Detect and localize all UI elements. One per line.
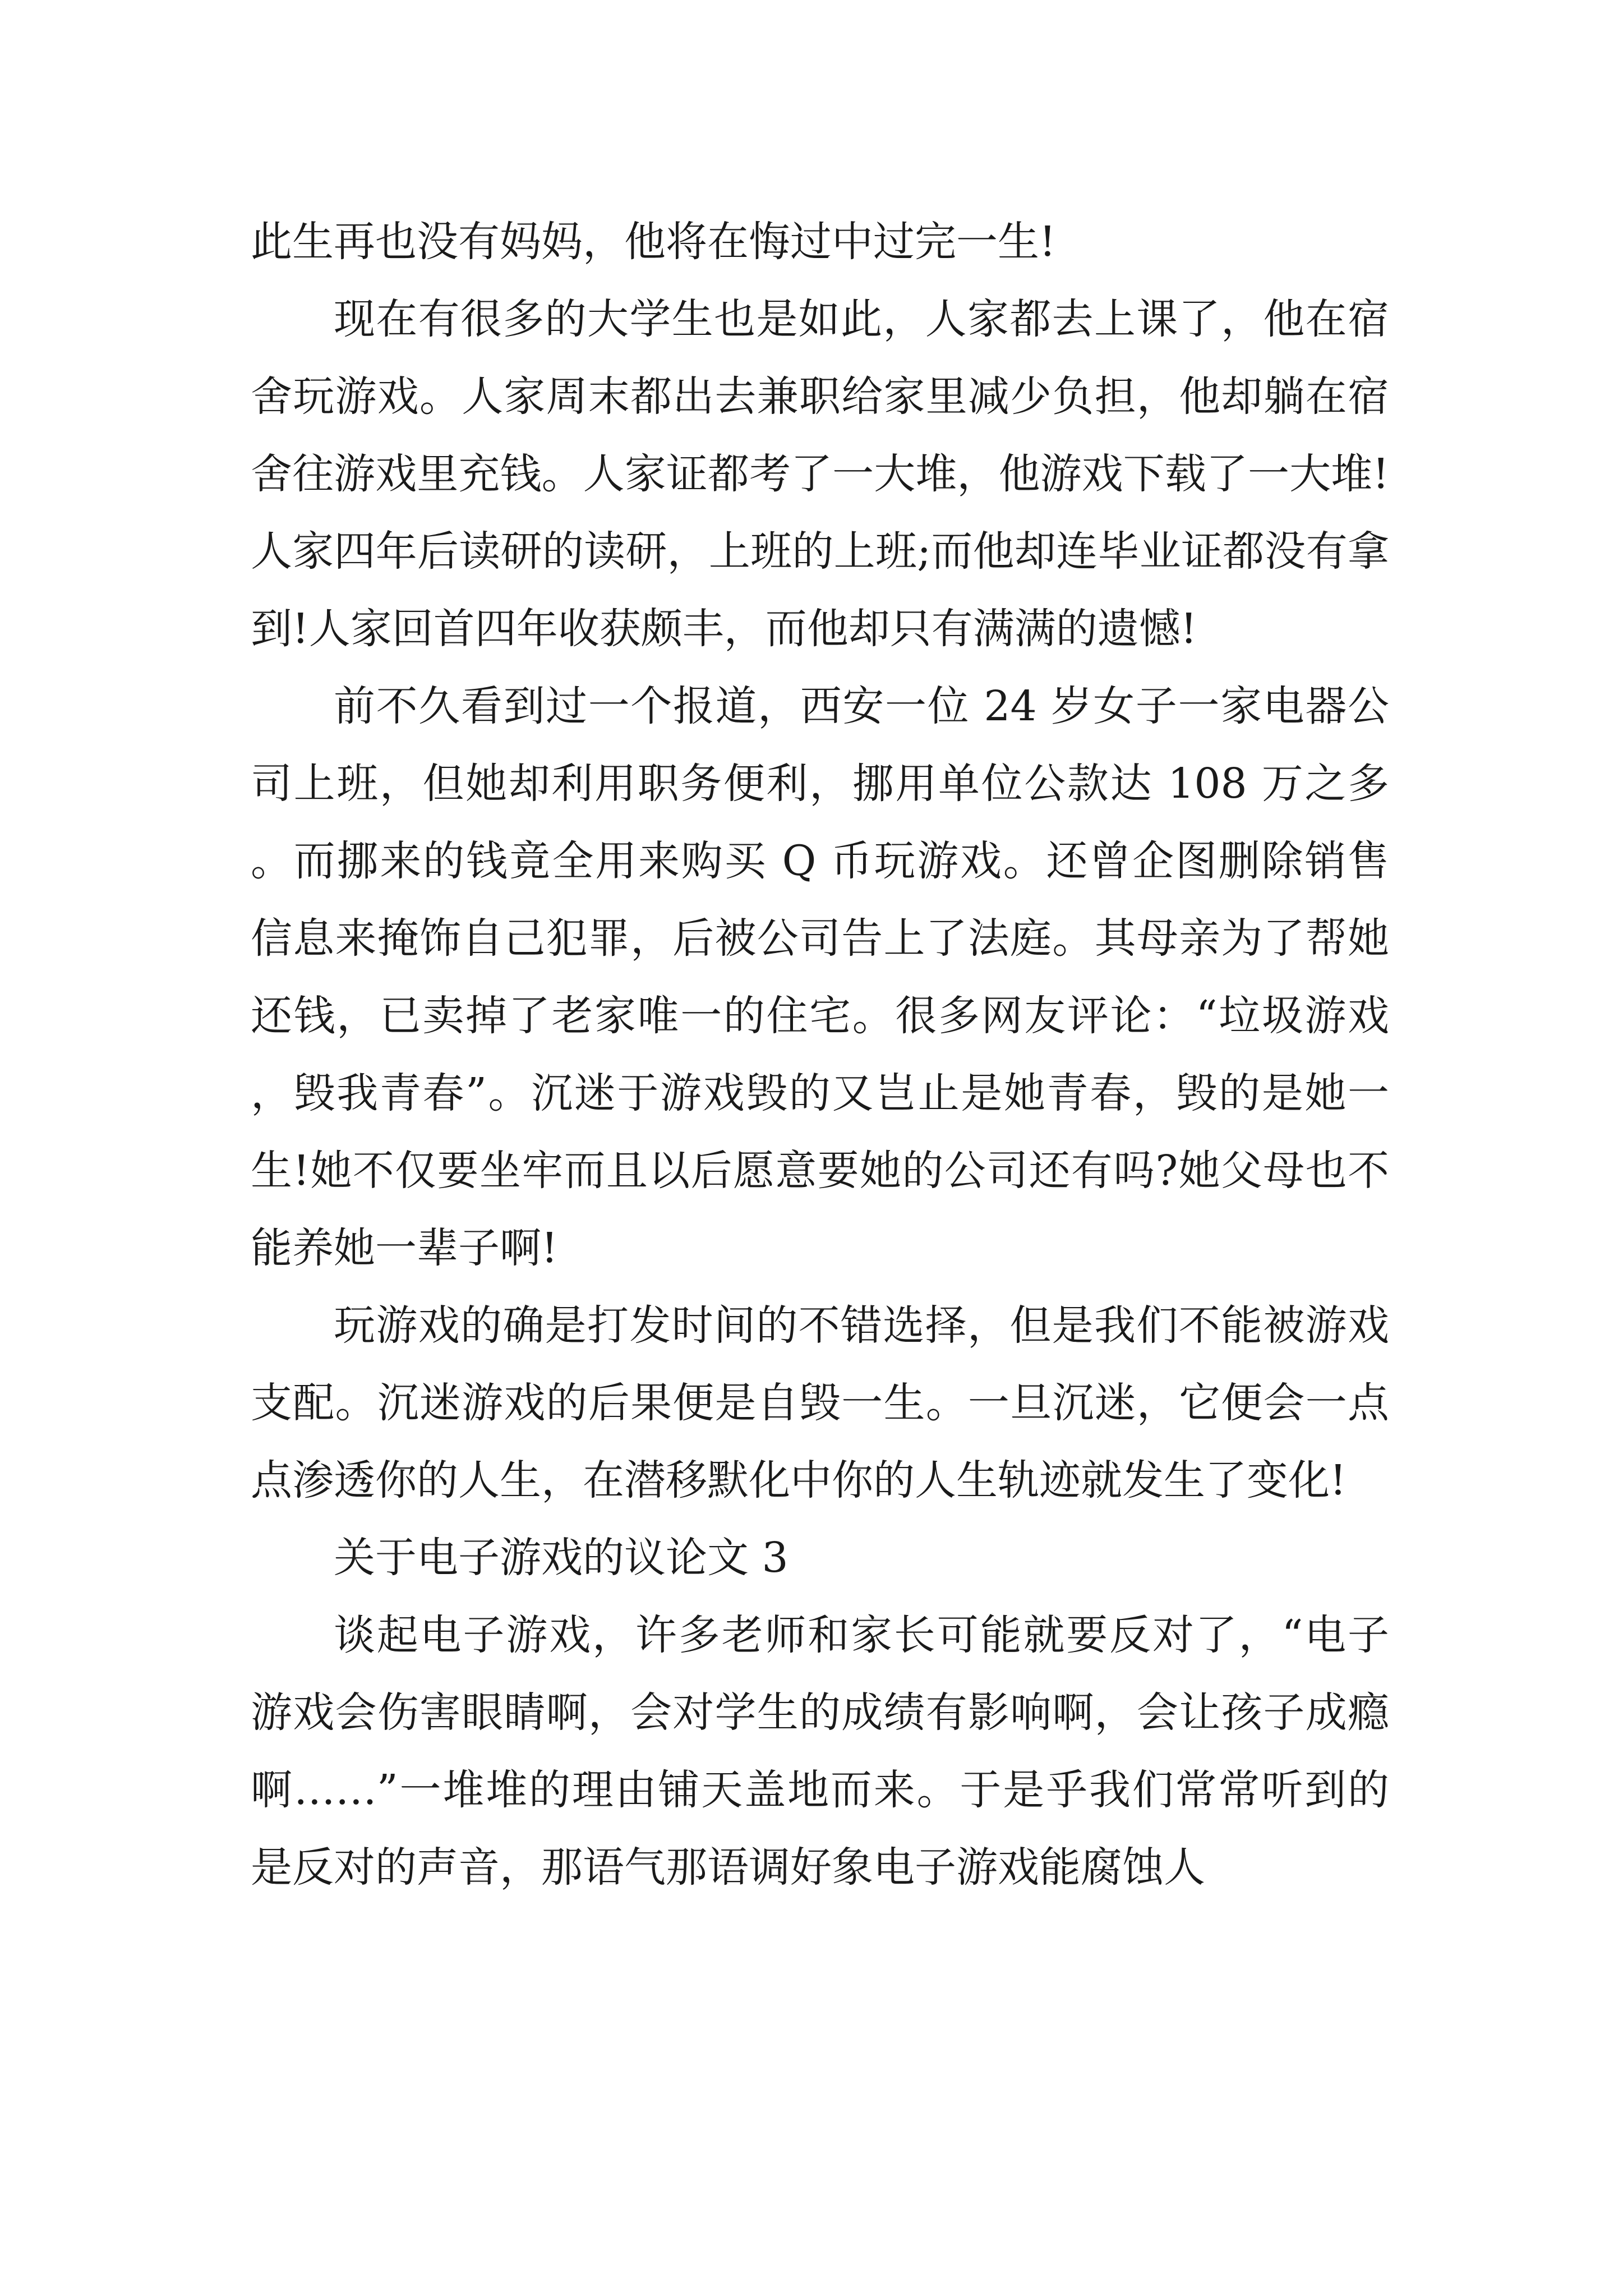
section-title: 关于电子游戏的议论文 3 xyxy=(334,1534,789,1582)
document-body xyxy=(251,203,1389,1906)
paragraph-college-students: 现在有很多的大学生也是如此，人家都去上课了，他在宿舍玩游戏。人家周末都出去兼职给家里减少负担，他却躺在宿舍往游戏里充钱。人家证都考了一大堆，他游戏下载了一大堆!人家四年后读研的读研，上班的上班;而他却连毕业证都没有拿到!人家回首四年收获颇丰，而他却只有满满的遗憾! xyxy=(251,295,1389,653)
paragraph-conclusion: 玩游戏的确是打发时间的不错选择，但是我们不能被游戏支配。沉迷游戏的后果便是自毁一生。一旦沉迷，它便会一点点渗透你的人生，在潜移默化中你的人生轨迹就发生了变化! xyxy=(251,1301,1389,1504)
paragraph-news-report: 前不久看到过一个报道，西安一位 24 岁女子一家电器公司上班，但她却利用职务便利，挪用单位公款达 108 万之多。而挪来的钱竟全用来购买 Q 币玩游戏。还曾企图删除销售信息来掩饰自己犯罪，后被公司告上了法庭。其母亲为了帮她还钱，已卖掉了老家唯一的住宅。很多网友评论：“垃圾游戏，毁我青春”。沉迷于游戏毁的又岂止是她青春，毁的是她一生!她不仅要坐牢而且以后愿意要她的公司还有吗?她父母也不能养她一辈子啊! xyxy=(251,682,1389,1272)
paragraph-continued: 此生再也没有妈妈，他将在悔过中过完一生! xyxy=(251,218,1056,266)
paragraph-intro-essay-3: 谈起电子游戏，许多老师和家长可能就要反对了，“电子游戏会伤害眼睛啊，会对学生的成绩有影响啊，会让孩子成瘾啊……”一堆堆的理由铺天盖地而来。于是乎我们常常听到的是反对的声音，那语气那语调好象电子游戏能腐蚀人 xyxy=(251,1611,1389,1892)
